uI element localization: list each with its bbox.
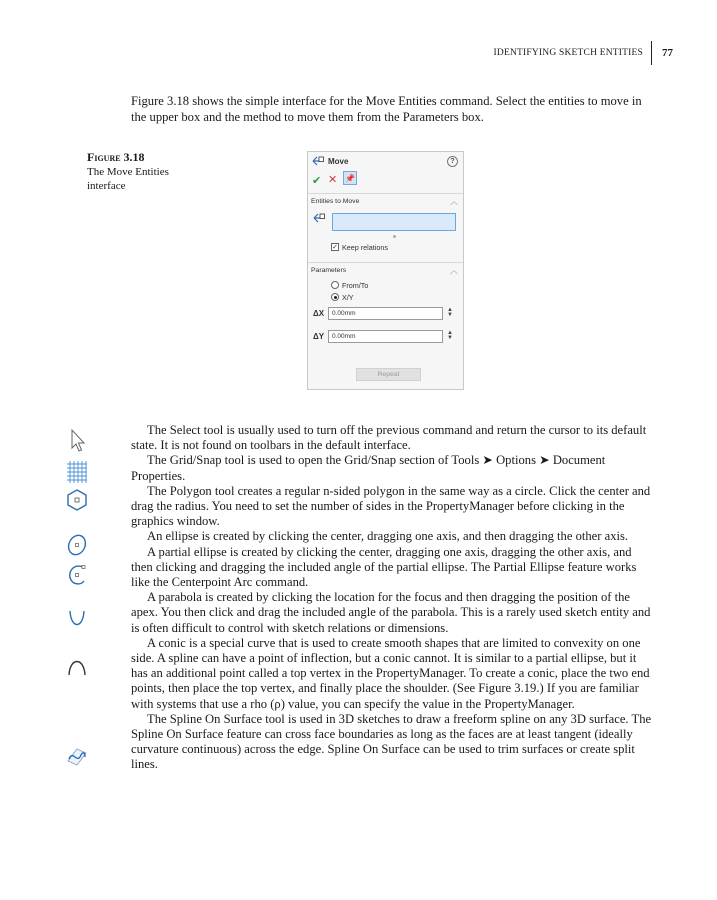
parameters-group-title: Parameters [311, 267, 347, 274]
xy-radio[interactable] [331, 293, 339, 301]
parabola-icon [63, 605, 91, 633]
delta-x-input[interactable]: 0.00mm [328, 307, 443, 320]
delta-y-label: ΔY [313, 332, 325, 341]
partial-ellipse-icon [63, 561, 91, 589]
collapse-chevron-icon[interactable]: ︿ [450, 266, 458, 275]
xy-label: X/Y [342, 293, 354, 302]
section-title: IDENTIFYING SKETCH ENTITIES [493, 48, 643, 58]
divider [308, 262, 463, 263]
paragraph: The Spline On Surface tool is used in 3D sketches to draw a freeform spline on any 3D surface. The Spline On Surface feature can cross face boundaries as long as the faces are at least tangent (ideally curvature continuous) across the edge. Spline On Surface can be used to trim surfaces or create split lines. [131, 711, 652, 772]
paragraph: The Polygon tool creates a regular n-sided polygon in the same way as a circle. Click the center and drag the radius. You need to set the number of sides in the PropertyManager before clicking in the graphics window. [131, 483, 651, 529]
running-header [494, 41, 673, 65]
body-text [131, 423, 653, 773]
entities-group-title: Entities to Move [311, 198, 360, 205]
help-icon[interactable]: ? [447, 156, 458, 167]
paragraph: The Grid/Snap tool is used to open the Grid/Snap section of Tools ➤ Options ➤ Document Properties. [131, 453, 606, 483]
ok-button[interactable]: ✔ [312, 175, 322, 187]
move-entities-panel [307, 151, 464, 390]
delta-y-spinner[interactable]: ▲ ▼ [447, 330, 453, 341]
delta-x-spinner[interactable]: ▲ ▼ [447, 307, 453, 318]
divider [308, 193, 463, 194]
spline-on-surface-icon [63, 743, 91, 771]
collapse-chevron-icon[interactable]: ︿ [450, 197, 458, 206]
intro-paragraph: Figure 3.18 shows the simple interface for the Move Entities command. Select the entities to move in the upper box and the method to move them from the Parameters box. [131, 94, 642, 124]
delta-y-input[interactable]: 0.00mm [328, 330, 443, 343]
keep-relations-label: Keep relations [342, 243, 388, 252]
cancel-button[interactable]: ✕ [328, 174, 338, 186]
ellipse-tool-icon [63, 531, 91, 559]
repeat-button[interactable]: Repeat [356, 368, 421, 381]
paragraph: A partial ellipse is created by clicking the center, dragging one axis, dragging the other axis, and then clicking and dragging the included angle of the partial ellipse. The Partial Ellipse feature works like the Centerpoint Arc command. [131, 544, 637, 590]
page-number: 77 [662, 47, 673, 59]
figure-caption [87, 150, 197, 194]
pin-button[interactable]: 📌 [343, 171, 357, 185]
conic-icon [63, 651, 91, 679]
panel-header [312, 156, 348, 166]
selection-icon [313, 213, 325, 223]
paragraph: An ellipse is created by clicking the center, dragging one axis, and then dragging the other axis. [147, 529, 629, 544]
figure-caption-text: The Move Entities interface [87, 165, 169, 192]
from-to-radio[interactable] [331, 281, 339, 289]
entities-selection-box[interactable] [332, 213, 456, 231]
grid-snap-icon [63, 457, 91, 485]
paragraph: The Select tool is usually used to turn off the previous command and return the cursor to its default state. It is not found on toolbars in the default interface. [131, 423, 647, 453]
figure-label: Figure 3.18 [87, 150, 145, 164]
resize-handle[interactable] [393, 235, 396, 238]
select-tool-icon [63, 426, 91, 454]
paragraph: A parabola is created by clicking the location for the focus and then dragging the position of the apex. You then click and drag the included angle of the parabola. This is a rarely used sketch entity and is often difficult to control with sketch relations or dimensions. [131, 590, 651, 635]
from-to-label: From/To [342, 281, 369, 290]
move-entities-icon [312, 156, 324, 166]
delta-x-label: ΔX [313, 309, 325, 318]
keep-relations-checkbox[interactable]: ✓ [332, 244, 338, 251]
paragraph: A conic is a special curve that is used to create smooth shapes that are limited to convexity on one side. A spline can have a point of inflection, but a conic cannot. It is similar to a partial ellipse, but it has an additional point called a top vertex in the PropertyManager. To create a conic, place the two end points, then place the top vertex, and finally place the shoulder. (See Figure 3.19.) If you are familiar with systems that use a rho (ρ) value, you can specify the value in the PropertyManager. [131, 635, 650, 711]
panel-title: Move [328, 156, 349, 166]
polygon-tool-icon [63, 486, 91, 514]
